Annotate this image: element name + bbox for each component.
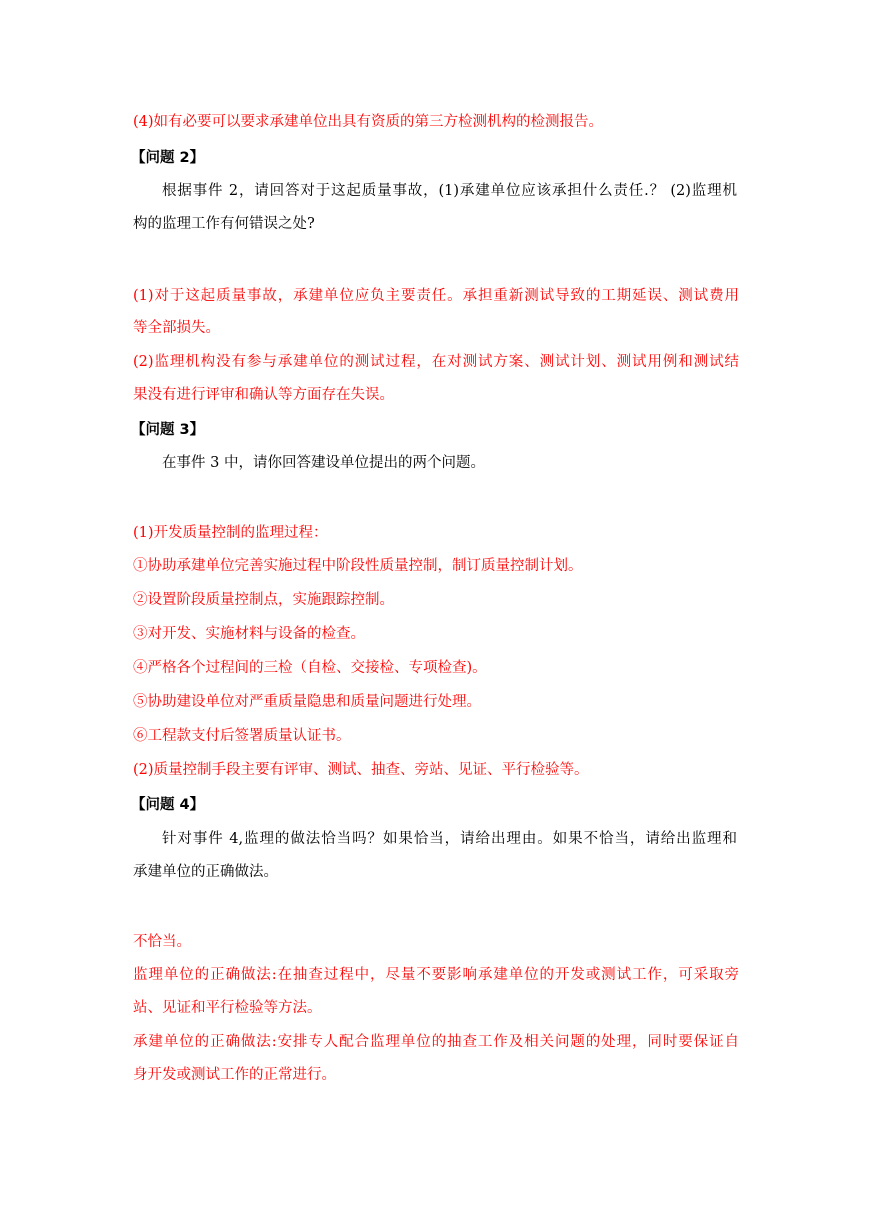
answer-line: 站、见证和平行检验等方法。 [133, 1000, 322, 1016]
answer-line: (1)开发质量控制的监理过程： [133, 525, 328, 541]
answer-line: ①协助承建单位完善实施过程中阶段性质量控制，制订质量控制计划。 [133, 558, 583, 574]
question-heading: 【问题 2】 [131, 150, 205, 166]
question-text: 根据事件 2，请回答对于这起质量事故，(1)承建单位应该承担什么责任.？ (2)监理机 [162, 183, 737, 199]
question-heading: 【问题 3】 [131, 422, 205, 438]
question-text: 针对事件 4,监理的做法恰当吗？如果恰当，请给出理由。如果不恰当，请给出监理和 [162, 831, 737, 847]
answer-line: 承建单位的正确做法:安排专人配合监理单位的抽查工作及相关问题的处理，同时要保证自 [133, 1034, 739, 1050]
answer-line: ④严格各个过程间的三检（自检、交接检、专项检查)。 [133, 660, 487, 676]
question-text: 承建单位的正确做法。 [133, 864, 278, 880]
answer-line: ⑤协助建设单位对严重质量隐患和质量问题进行处理。 [133, 694, 481, 710]
answer-line: (4)如有必要可以要求承建单位出具有资质的第三方检测机构的检测报告。 [133, 114, 604, 130]
answer-line: (1)对于这起质量事故，承建单位应负主要责任。承担重新测试导致的工期延误、测试费用 [133, 288, 739, 304]
question-text: 在事件 3 中，请你回答建设单位提出的两个问题。 [162, 455, 485, 471]
answer-line: 果没有进行评审和确认等方面存在失误。 [133, 387, 394, 403]
answer-line: (2)监理机构没有参与承建单位的测试过程，在对测试方案、测试计划、测试用例和测试结 [133, 354, 739, 370]
answer-line: ⑥工程款支付后签署质量认证书。 [133, 728, 351, 744]
answer-line: 监理单位的正确做法:在抽查过程中，尽量不要影响承建单位的开发或测试工作，可采取旁 [133, 967, 739, 983]
answer-line: 等全部损失。 [133, 320, 220, 336]
answer-line: 身开发或测试工作的正常进行。 [133, 1067, 336, 1083]
question-heading: 【问题 4】 [131, 797, 205, 813]
answer-line: ③对开发、实施材料与设备的检查。 [133, 626, 365, 642]
answer-line: ②设置阶段质量控制点，实施跟踪控制。 [133, 592, 394, 608]
question-text: 构的监理工作有何错误之处? [133, 216, 315, 232]
answer-line: (2)质量控制手段主要有评审、测试、抽查、旁站、见证、平行检验等。 [133, 762, 589, 778]
answer-line: 不恰当。 [133, 934, 191, 950]
